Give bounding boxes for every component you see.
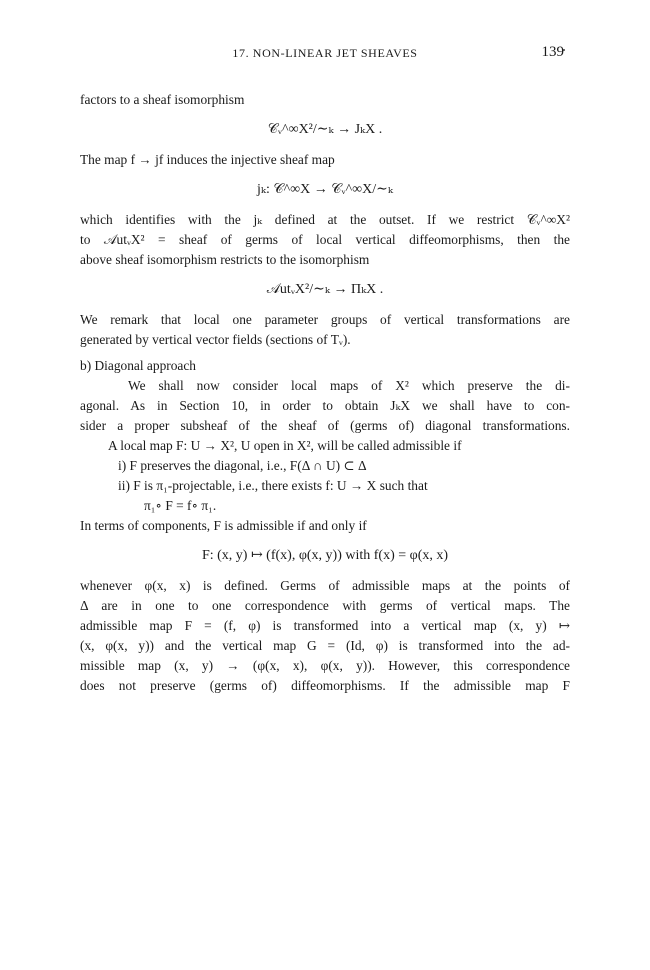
list-item: i) F preserves the diagonal, i.e., F(Δ ∩ U) ⊂ Δ — [118, 458, 367, 473]
list-item: ii) F is π₁-projectable, i.e., there exists f: U → X such that — [118, 478, 428, 493]
text-line: to 𝒜utᵥX² = sheaf of germs of local vertical diffeomorphisms, then the — [80, 232, 570, 247]
text-line: The map f → jf induces the injective sheaf map — [80, 152, 335, 167]
page-header — [80, 44, 570, 64]
text-line: Δ are in one to one correspondence with germs of vertical maps. The — [80, 598, 570, 613]
running-head: 17. NON-LINEAR JET SHEAVES — [232, 46, 418, 60]
text-line: sider a proper subsheaf of the sheaf of (germs of) diagonal transformations. — [80, 418, 570, 433]
text-line: In terms of components, F is admissible if and only if — [80, 518, 367, 533]
text-line: We remark that local one parameter groups of vertical transformations are — [80, 312, 570, 327]
text-line: π₁∘ F = f∘ π₁. — [144, 498, 217, 513]
text-line: which identifies with the jₖ defined at the outset. If we restrict 𝒞ᵥ^∞X² — [80, 212, 570, 227]
text-line: does not preserve (germs of) diffeomorphisms. If the admissible map F — [80, 678, 570, 693]
display-equation: F: (x, y) ↦ (f(x), φ(x, y)) with f(x) = φ(x, x) — [201, 548, 449, 563]
text-line: (x, φ(x, y)) and the vertical map G = (Id, φ) is transformed into the ad- — [80, 638, 570, 653]
text-line: missible map (x, y) → (φ(x, x), φ(x, y)). However, this correspondence — [80, 658, 570, 673]
text-line: agonal. As in Section 10, in order to obtain JₖX we shall have to con- — [80, 398, 570, 413]
display-equation: 𝒞ᵥ^∞X²/∼ₖ → JₖX . — [267, 122, 383, 137]
page-number: 139 — [541, 44, 564, 60]
display-equation: jₖ: 𝒞^∞X → 𝒞ᵥ^∞X/∼ₖ — [257, 182, 393, 197]
text-line: above sheaf isomorphism restricts to the isomorphism — [80, 252, 370, 267]
text-line: We shall now consider local maps of X² which preserve the di- — [128, 378, 570, 393]
text-line: admissible map F = (f, φ) is transformed into a vertical map (x, y) ↦ — [80, 618, 570, 633]
text-line: generated by vertical vector fields (sections of Tᵥ). — [80, 332, 351, 347]
display-equation: 𝒜utᵥX²/∼ₖ → ΠₖX . — [266, 282, 384, 297]
page-body — [80, 90, 570, 696]
text-line: factors to a sheaf isomorphism — [80, 92, 245, 107]
text-line: A local map F: U → X², U open in X², will be called admissible if — [108, 438, 462, 453]
text-line: whenever φ(x, x) is defined. Germs of admissible maps at the points of — [80, 578, 570, 593]
section-heading: b) Diagonal approach — [80, 358, 197, 373]
